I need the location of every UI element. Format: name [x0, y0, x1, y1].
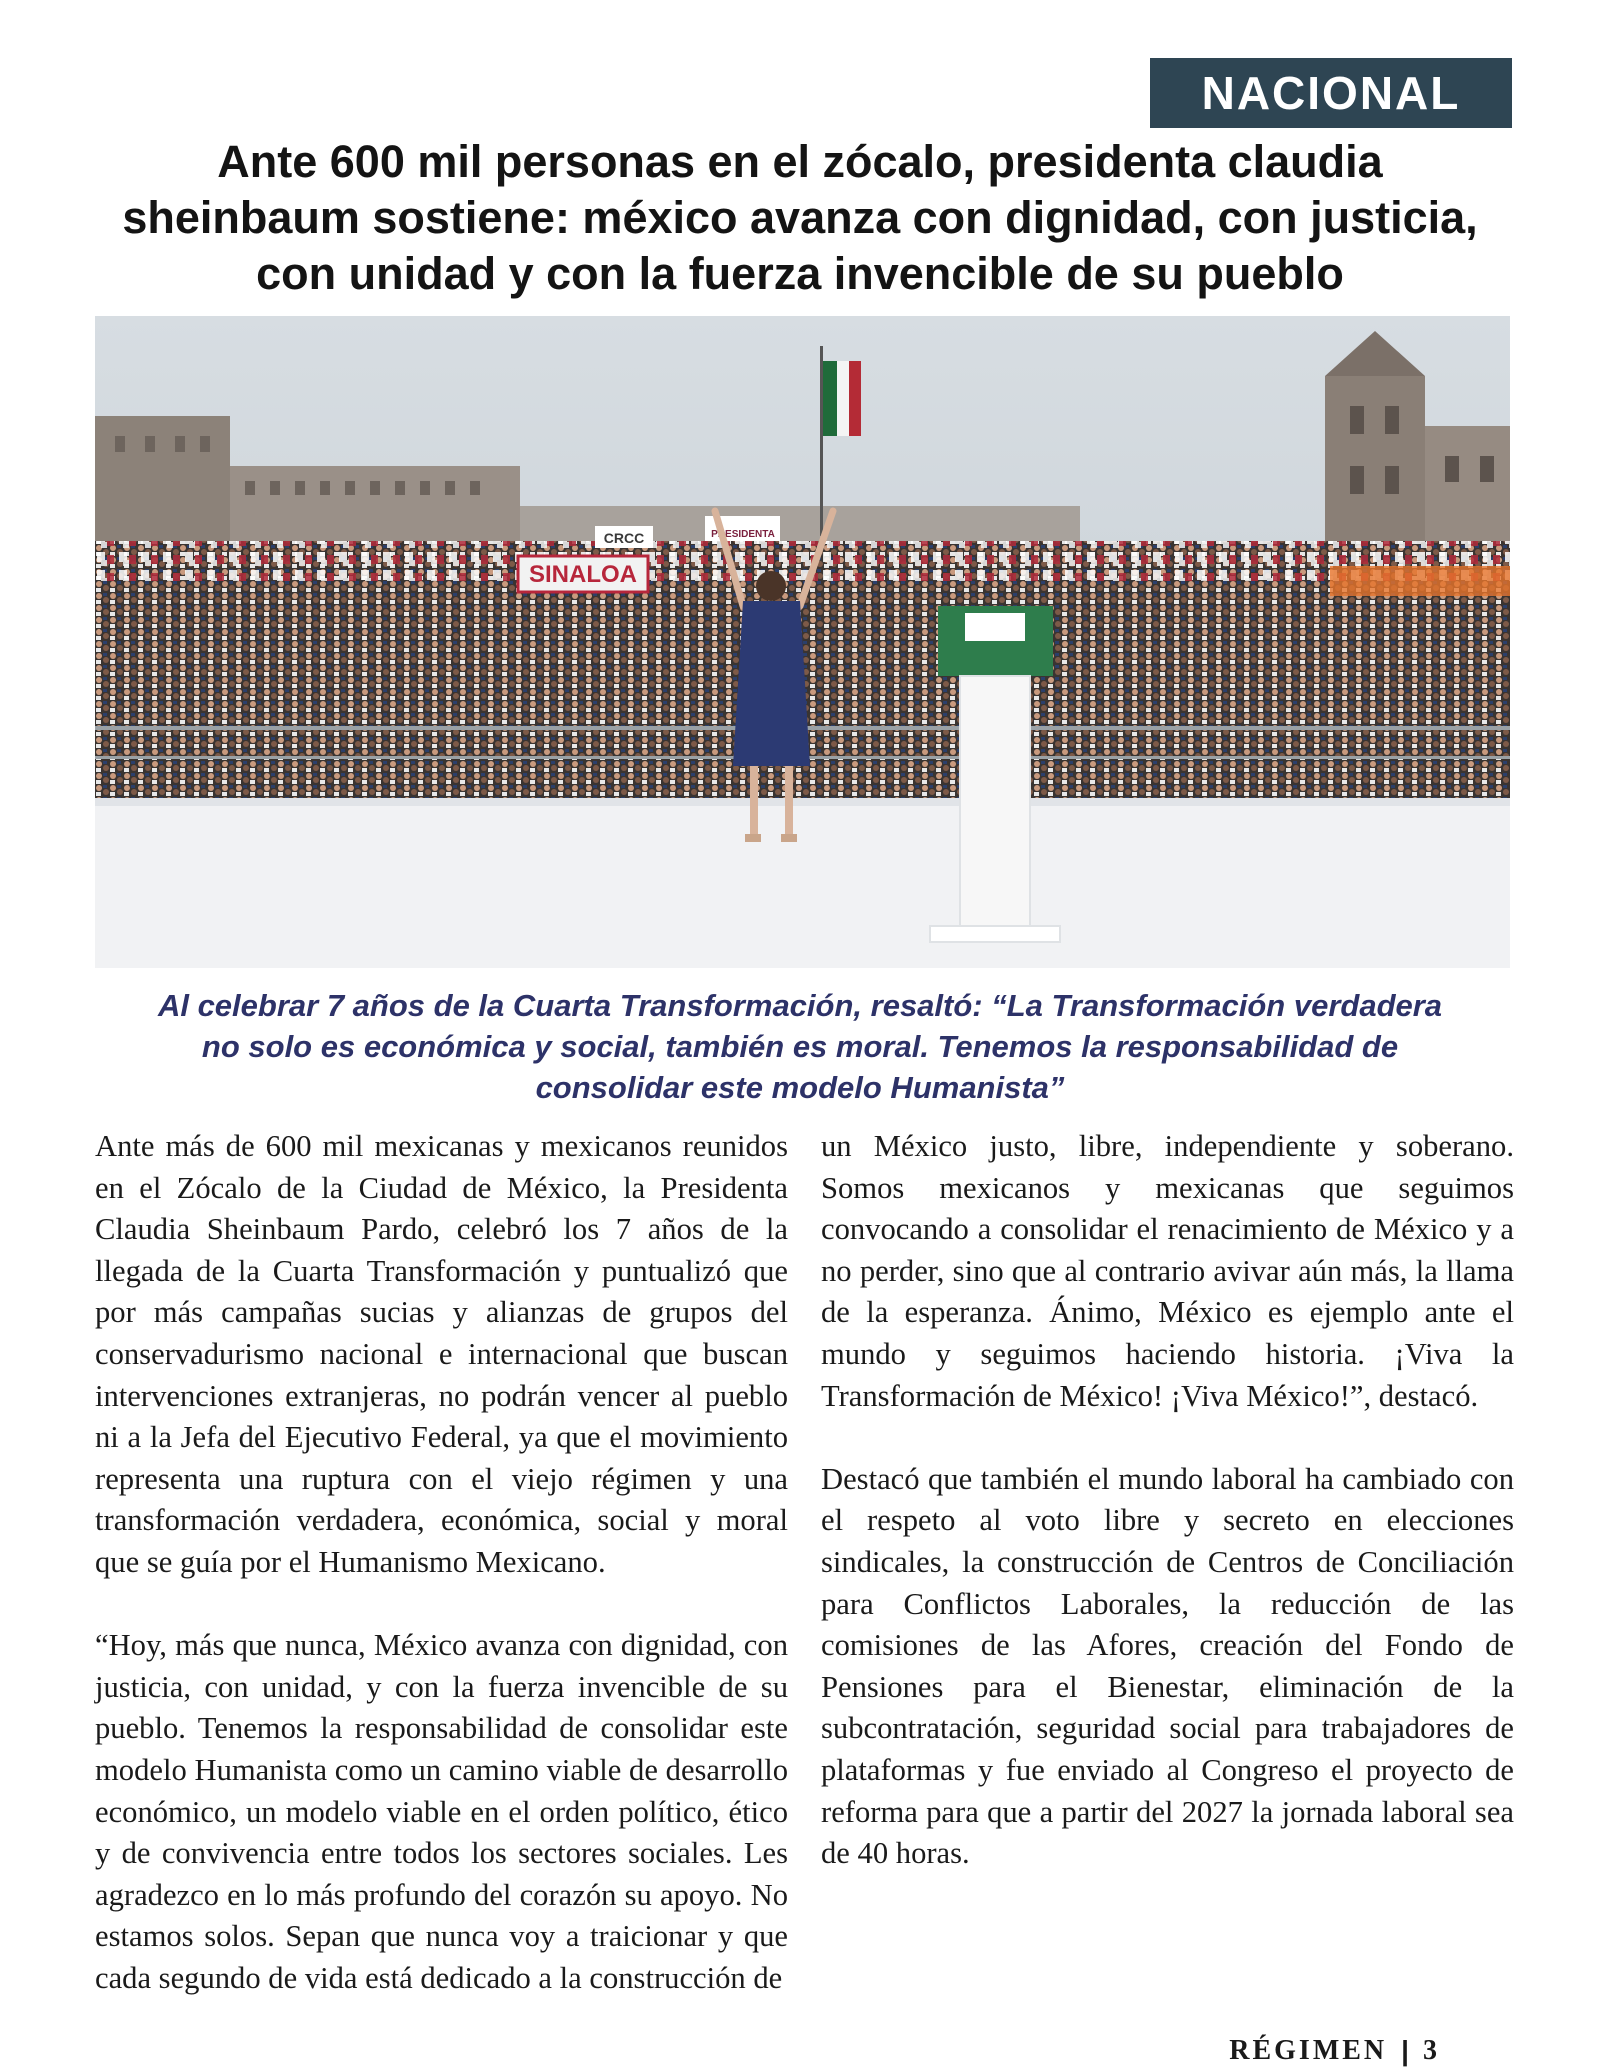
- photo-caption: Al celebrar 7 años de la Cuarta Transformación, resaltó: “La Transformación verdadera no solo es económica y social, también es moral. Tenemos la responsabilidad de consolidar este modelo Humanista”: [157, 988, 1443, 1105]
- svg-text:CRCC: CRCC: [603, 530, 645, 546]
- stage: [95, 798, 1510, 968]
- palace-building: [230, 466, 520, 546]
- event-photo: [95, 316, 1510, 968]
- cathedral-tower: [1325, 376, 1425, 556]
- publication-name: RÉGIMEN: [1229, 2035, 1388, 2066]
- page-footer: [1229, 2035, 1440, 2067]
- page-number: 3: [1423, 2035, 1440, 2066]
- article-column-left: [95, 1126, 788, 1999]
- svg-text:PRESIDENTA: PRESIDENTA: [711, 529, 775, 540]
- footer-separator: |: [1401, 2035, 1409, 2066]
- article-paragraph-3: Destacó que también el mundo laboral ha cambiado con el respeto al voto libre y secreto en elecciones sindicales, la construcción de Centros de Conciliación para Conflictos Laborales, la reducción de las comisiones de las Afores, creación del Fondo de Pensiones para el Bienestar, eliminación de la subcontratación, seguridad social para trabajadores de plataformas y fue enviado al Congreso el proyecto de reforma para que a partir del 2027 la jornada laboral sea de 40 horas.: [821, 1461, 1514, 1871]
- article-paragraph-1: Ante más de 600 mil mexicanas y mexicanos reunidos en el Zócalo de la Ciudad de México, la Presidenta Claudia Sheinbaum Pardo, celebró los 7 años de la llegada de la Cuarta Transformación y puntualizó que por más campañas sucias y alianzas de grupos del conservadurismo nacional e internacional que buscan intervenciones extranjeras, no podrán vencer al pueblo ni a la Jefa del Ejecutivo Federal, ya que el movimiento representa una ruptura con el viejo régimen y una transformación verdadera, económica, social y moral que se guía por el Humanismo Mexicano.: [95, 1129, 788, 1579]
- headline: Ante 600 mil personas en el zócalo, presidenta claudia sheinbaum sostiene: méxico avanza con dignidad, con justicia, con unidad y con la fuerza invencible de su pueblo: [122, 136, 1478, 299]
- palace-left-tower: [95, 416, 230, 546]
- article-paragraph-2: “Hoy, más que nunca, México avanza con dignidad, con justicia, con unidad, y con la fuerza invencible de su pueblo. Tenemos la responsabilidad de consolidar este modelo Humanista como un camino viable de desarrollo económico, un modelo viable en el orden político, ético y de convivencia entre todos los sectores sociales. Les agradezco en lo más profundo del corazón su apoyo. No estamos solos. Sepan que nunca voy a traicionar y que cada segundo de vida está dedicado a la construcción de: [95, 1628, 788, 1995]
- event-photo-illustration: [95, 316, 1510, 968]
- article-column-right: [821, 1126, 1514, 1875]
- cathedral-nave: [1425, 426, 1510, 556]
- article-paragraph-2-continued: un México justo, libre, independiente y soberano. Somos mexicanos y mexicanas que seguimos convocando a consolidar el renacimiento de México y a no perder, sino que al contrario avivar aún más, la llama de la esperanza. Ánimo, México es ejemplo ante el mundo y seguimos haciendo historia. ¡Viva la Transformación de México! ¡Viva México!”, destacó.: [821, 1129, 1514, 1413]
- mexican-flag: [823, 361, 837, 436]
- svg-text:SINALOA: SINALOA: [529, 561, 637, 588]
- section-tag: NACIONAL: [1150, 58, 1512, 128]
